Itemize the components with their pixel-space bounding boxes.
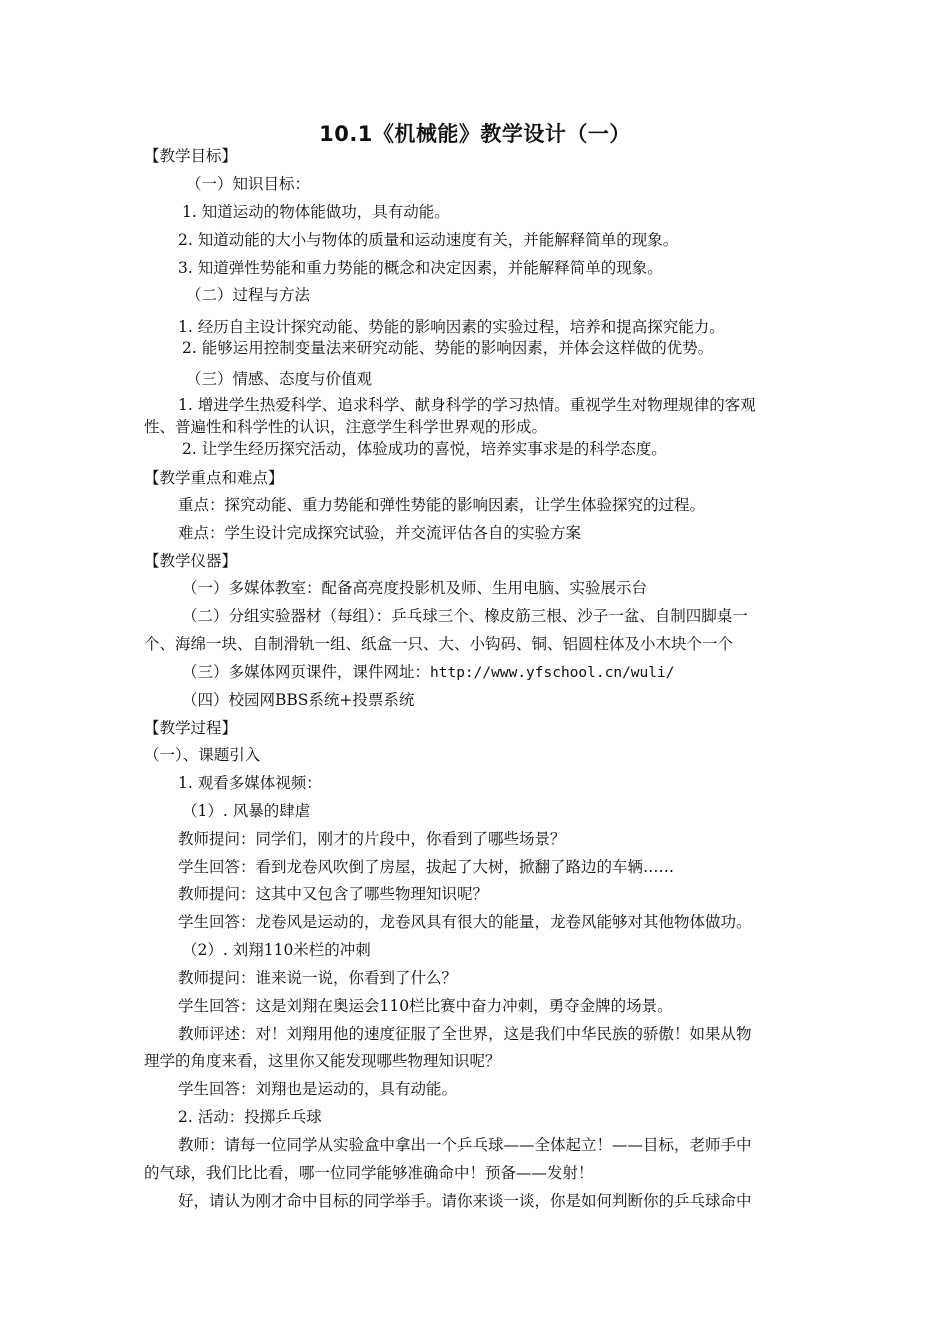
difficulty-text: 难点：学生设计完成探究试验，并交流评估各自的实验方案 — [178, 524, 582, 542]
clip-2-title: （2）. 刘翔110米栏的冲刺 — [182, 941, 371, 959]
dialogue-line: 教师提问：这其中又包含了哪些物理知识呢？ — [178, 885, 489, 903]
heading-goals: 【教学目标】 — [144, 147, 238, 165]
dialogue-line: 教师提问：谁来说一说，你看到了什么？ — [178, 969, 458, 987]
courseware-url: http://www.yfschool.cn/wuli/ — [430, 665, 675, 681]
step-1: 1. 观看多媒体视频： — [178, 774, 322, 792]
dialogue-line: 学生回答：刘翔也是运动的，具有动能。 — [178, 1080, 458, 1098]
dialogue-line: 教师：请每一位同学从实验盒中拿出一个乒乓球——全体起立！——目标，老师手中 — [178, 1136, 752, 1154]
document-title: 10.1《机械能》教学设计（一） — [319, 122, 631, 146]
heading-equipment: 【教学仪器】 — [144, 552, 238, 570]
equipment-item-3-label: （三）多媒体网页课件，课件网址： — [182, 663, 431, 681]
dialogue-line: 学生回答：看到龙卷风吹倒了房屋，拔起了大树，掀翻了路边的车辆…… — [178, 858, 675, 876]
focus-text: 重点：探究动能、重力势能和弹性势能的影响因素，让学生体验探究的过程。 — [178, 496, 706, 514]
attitude-item-1b: 性、普遍性和科学性的认识，注意学生科学世界观的形成。 — [144, 418, 548, 436]
dialogue-line: 教师评述：对！刘翔用他的速度征服了全世界，这是我们中华民族的骄傲！如果从物 — [178, 1025, 752, 1043]
subheading-attitude: （三）情感、态度与价值观 — [186, 370, 373, 388]
clip-1-title: （1）. 风暴的肆虐 — [182, 802, 311, 820]
knowledge-item-2: 2. 知道动能的大小与物体的质量和运动速度有关，并能解释简单的现象。 — [178, 231, 679, 249]
equipment-item-2a: （二）分组实验器材（每组）：乒乓球三个、橡皮筋三根、沙子一盆、自制四脚桌一 — [182, 607, 748, 625]
knowledge-item-3: 3. 知道弹性势能和重力势能的概念和决定因素，并能解释简单的现象。 — [178, 259, 663, 277]
equipment-item-3 — [182, 662, 674, 683]
heading-key-points: 【教学重点和难点】 — [144, 469, 284, 487]
equipment-item-4: （四）校园网BBS系统+投票系统 — [182, 691, 415, 709]
equipment-item-1: （一）多媒体教室：配备高亮度投影机及师、生用电脑、实验展示台 — [182, 579, 648, 597]
process-item-1: 1. 经历自主设计探究动能、势能的影响因素的实验过程，培养和提高探究能力。 — [178, 318, 725, 336]
dialogue-line: 的气球，我们比比看，哪一位同学能够准确命中！预备——发射！ — [144, 1164, 594, 1182]
subheading-knowledge: （一）知识目标： — [186, 175, 311, 193]
knowledge-item-1: 1. 知道运动的物体能做功，具有动能。 — [182, 203, 450, 221]
subheading-introduction: （一）、课题引入 — [144, 746, 261, 764]
attitude-item-2: 2. 让学生经历探究活动，体验成功的喜悦，培养实事求是的科学态度。 — [182, 440, 667, 458]
dialogue-line: 理学的角度来看，这里你又能发现哪些物理知识呢？ — [144, 1052, 501, 1070]
attitude-item-1a: 1. 增进学生热爱科学、追求科学、献身科学的学习热情。重视学生对物理规律的客观 — [178, 396, 756, 414]
dialogue-line: 学生回答：这是刘翔在奥运会110栏比赛中奋力冲刺，勇夺金牌的场景。 — [178, 997, 673, 1015]
dialogue-line: 教师提问：同学们，刚才的片段中，你看到了哪些场景？ — [178, 830, 566, 848]
dialogue-line: 学生回答：龙卷风是运动的，龙卷风具有很大的能量，龙卷风能够对其他物体做功。 — [178, 913, 752, 931]
dialogue-line: 好，请认为刚才命中目标的同学举手。请你来谈一谈，你是如何判断你的乒乓球命中 — [178, 1192, 752, 1210]
subheading-process-method: （二）过程与方法 — [186, 286, 311, 304]
process-item-2: 2. 能够运用控制变量法来研究动能、势能的影响因素，并体会这样做的优势。 — [182, 339, 714, 357]
equipment-item-2b: 个、海绵一块、自制滑轨一组、纸盒一只、大、小钩码、铜、铝圆柱体及小木块个一个 — [144, 635, 734, 653]
heading-teaching-process: 【教学过程】 — [144, 719, 238, 737]
step-2: 2. 活动：投掷乒乓球 — [178, 1108, 322, 1126]
